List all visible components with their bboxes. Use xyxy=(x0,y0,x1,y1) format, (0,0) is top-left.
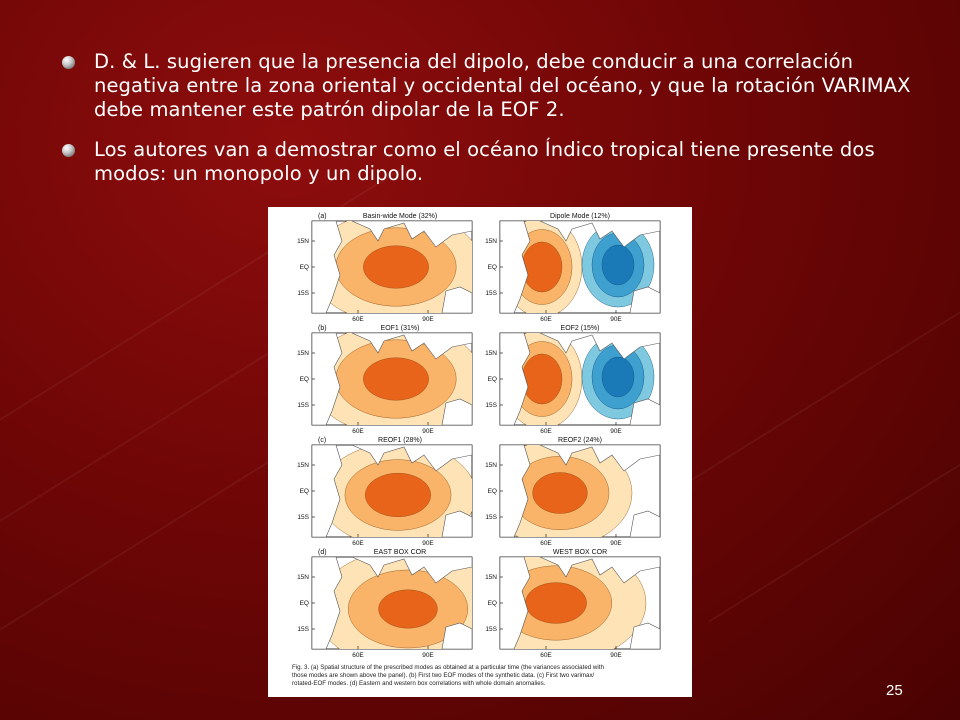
lat-tick-label: 15S xyxy=(485,626,497,633)
panel-label: (c) xyxy=(318,437,327,444)
lat-tick-label: 15N xyxy=(297,462,309,469)
lat-tick-label: 15S xyxy=(485,290,497,297)
lat-tick-label: EQ xyxy=(487,376,497,383)
panel-title: EOF1 (31%) xyxy=(380,325,420,332)
background-streak xyxy=(708,419,960,622)
lon-tick-label: 90E xyxy=(422,540,434,547)
lat-tick-label: EQ xyxy=(487,600,497,607)
lat-tick-label: EQ xyxy=(487,264,497,271)
map-panel xyxy=(466,543,660,663)
map-panel xyxy=(297,437,476,547)
lat-tick-label: 15S xyxy=(297,290,309,297)
lat-tick-label: EQ xyxy=(299,600,309,607)
lat-tick-label: EQ xyxy=(487,488,497,495)
lat-tick-label: EQ xyxy=(299,264,309,271)
figure-caption xyxy=(292,664,604,687)
lon-tick-label: 60E xyxy=(540,540,552,547)
panel-label: (a) xyxy=(318,213,327,220)
map-panel xyxy=(297,323,482,435)
panel-title: WEST BOX COR xyxy=(552,549,608,556)
lon-tick-label: 60E xyxy=(352,652,364,659)
lat-tick-label: 15N xyxy=(297,238,309,245)
lat-tick-label: 15N xyxy=(485,574,497,581)
panel-label: (d) xyxy=(318,549,327,556)
lon-tick-label: 90E xyxy=(610,428,622,435)
panel-title: REOF1 (28%) xyxy=(378,437,422,444)
panel-title: EOF2 (15%) xyxy=(560,325,600,332)
panel-title: REOF2 (24%) xyxy=(558,437,602,444)
lat-tick-label: 15S xyxy=(297,626,309,633)
map-panel xyxy=(485,325,660,435)
lat-tick-label: 15S xyxy=(297,402,309,409)
panel-label: (b) xyxy=(318,325,327,332)
lat-tick-label: EQ xyxy=(299,376,309,383)
map-panel xyxy=(485,213,660,323)
lon-tick-label: 60E xyxy=(352,316,364,323)
lon-tick-label: 90E xyxy=(422,316,434,323)
lon-tick-label: 60E xyxy=(540,428,552,435)
lat-tick-label: 15S xyxy=(485,514,497,521)
bullet-icon xyxy=(62,144,75,157)
panel-title: Basin-wide Mode (32%) xyxy=(362,213,438,220)
lon-tick-label: 60E xyxy=(352,540,364,547)
background-streak xyxy=(0,459,272,662)
caption-line: Fig. 3. (a) Spatial structure of the prescribed modes as obtained at a particular time (the variances associated with xyxy=(292,664,604,671)
lon-tick-label: 90E xyxy=(422,652,434,659)
caption-line: those modes are shown above the panel). (b) First two EOF modes of the synthetic data. (c) First two varimax/ xyxy=(292,672,595,679)
lat-tick-label: EQ xyxy=(299,488,309,495)
figure-eof-modes xyxy=(268,207,692,697)
lon-tick-label: 60E xyxy=(540,652,552,659)
bullet-item xyxy=(62,50,922,122)
lat-tick-label: 15N xyxy=(297,350,309,357)
lat-tick-label: 15N xyxy=(297,574,309,581)
lat-tick-label: 15S xyxy=(485,402,497,409)
page-number: 25 xyxy=(886,682,903,699)
caption-line: rotated-EOF modes. (d) Eastern and western box correlations with whole domain anomalies. xyxy=(292,680,546,687)
bullet-item xyxy=(62,138,922,186)
lat-tick-label: 15N xyxy=(485,350,497,357)
lon-tick-label: 90E xyxy=(610,316,622,323)
lon-tick-label: 60E xyxy=(352,428,364,435)
lon-tick-label: 90E xyxy=(422,428,434,435)
lat-tick-label: 15S xyxy=(297,514,309,521)
bullet-list xyxy=(62,50,922,202)
bullet-icon xyxy=(62,56,75,69)
background-streak xyxy=(671,269,960,493)
map-panel xyxy=(297,211,482,323)
bullet-text: D. & L. sugieren que la presencia del dipolo, debe conducir a una correlación negativa entre la zona oriental y occidental del océano, y que la rotación VARIMAX debe mantener este patrón dipolar de la EOF 2. xyxy=(94,50,911,121)
lat-tick-label: 15N xyxy=(485,462,497,469)
lon-tick-label: 60E xyxy=(540,316,552,323)
panel-title: EAST BOX COR xyxy=(373,549,427,556)
lon-tick-label: 90E xyxy=(610,652,622,659)
bullet-text: Los autores van a demostrar como el océano Índico tropical tiene presente dos modos: un monopolo y un dipolo. xyxy=(94,138,875,185)
panel-title: Dipole Mode (12%) xyxy=(550,213,610,220)
map-panel xyxy=(297,549,500,669)
map-panel xyxy=(485,437,660,547)
lon-tick-label: 90E xyxy=(610,540,622,547)
lat-tick-label: 15N xyxy=(485,238,497,245)
figure-svg xyxy=(268,207,692,697)
